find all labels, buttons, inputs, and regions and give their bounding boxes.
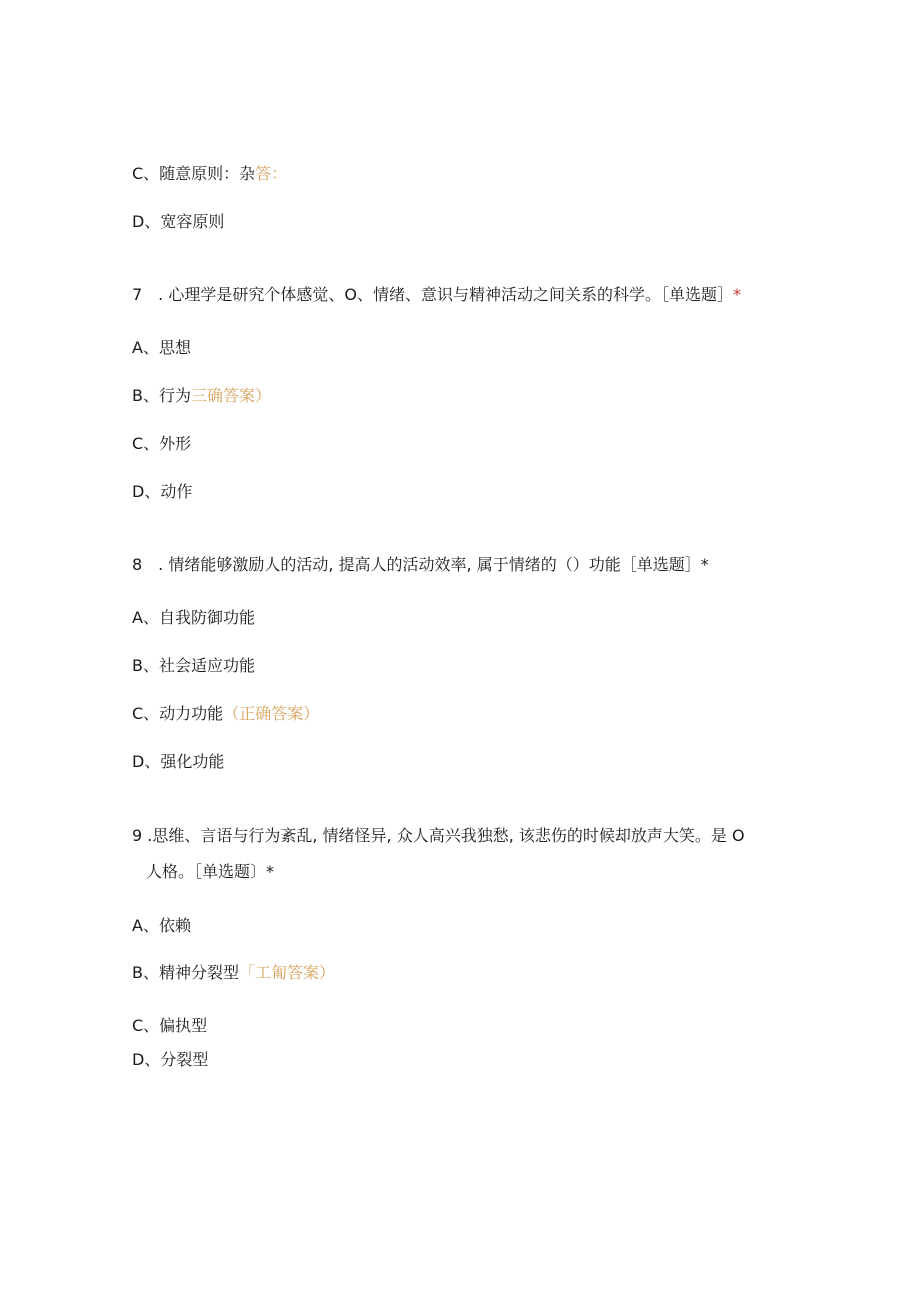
question-text: 9 .思维、言语与行为紊乱, 情绪怪异, 众人高兴我独愁, 该悲伤的时候却放声大笑。是 O xyxy=(132,826,745,845)
option-label: B、社会适应功能 xyxy=(132,656,255,675)
q7-option-d[interactable] xyxy=(132,482,192,502)
q9-option-c[interactable] xyxy=(132,1016,207,1036)
question-9-text-line1 xyxy=(132,826,745,846)
option-label: B、精神分裂型 xyxy=(132,963,239,982)
required-marker: * xyxy=(700,555,709,574)
answer-marker: 「工匍答案） xyxy=(238,963,335,982)
option-label: B、行为 xyxy=(132,386,191,405)
option-label: A、思想 xyxy=(132,338,191,357)
answer-marker: 答： xyxy=(255,164,288,183)
option-label: C、偏执型 xyxy=(132,1016,208,1035)
q9-option-b[interactable] xyxy=(132,963,335,983)
q8-option-d[interactable] xyxy=(132,752,224,772)
q8-option-b[interactable] xyxy=(132,656,255,676)
q7-option-a[interactable] xyxy=(132,338,191,358)
question-9-text-line2 xyxy=(146,862,274,882)
q8-option-a[interactable] xyxy=(132,608,255,628)
required-marker: * xyxy=(266,862,275,881)
option-label: C、随意原则：杂 xyxy=(132,164,256,183)
option-label: D、动作 xyxy=(132,482,193,501)
option-label: D、强化功能 xyxy=(132,752,225,771)
question-text: 8 . 情绪能够激励人的活动, 提高人的活动效率, 属于情绪的（）功能［单选题］ xyxy=(132,555,701,574)
question-text: 人格。［单选题〕 xyxy=(146,862,267,881)
question-8-text xyxy=(132,555,709,575)
q8-option-c[interactable] xyxy=(132,704,319,724)
option-d-prev[interactable] xyxy=(132,212,224,232)
required-marker: * xyxy=(732,285,741,304)
option-label: C、动力功能 xyxy=(132,704,224,723)
q7-option-c[interactable] xyxy=(132,434,191,454)
question-text: 7 . 心理学是研究个体感觉、O、情绪、意识与精神活动之间关系的科学。［单选题］ xyxy=(132,285,733,304)
q7-option-b[interactable] xyxy=(132,386,271,406)
option-label: A、自我防御功能 xyxy=(132,608,255,627)
option-label: D、分裂型 xyxy=(132,1050,209,1069)
option-label: D、宽容原则 xyxy=(132,212,225,231)
q9-option-d[interactable] xyxy=(132,1050,208,1070)
question-7-text xyxy=(132,285,741,305)
q9-option-a[interactable] xyxy=(132,916,191,936)
answer-marker: 三确答案） xyxy=(190,386,271,405)
option-c-prev[interactable] xyxy=(132,164,287,184)
option-label: C、外形 xyxy=(132,434,192,453)
answer-marker: （正确答案） xyxy=(223,704,320,723)
option-label: A、依赖 xyxy=(132,916,191,935)
